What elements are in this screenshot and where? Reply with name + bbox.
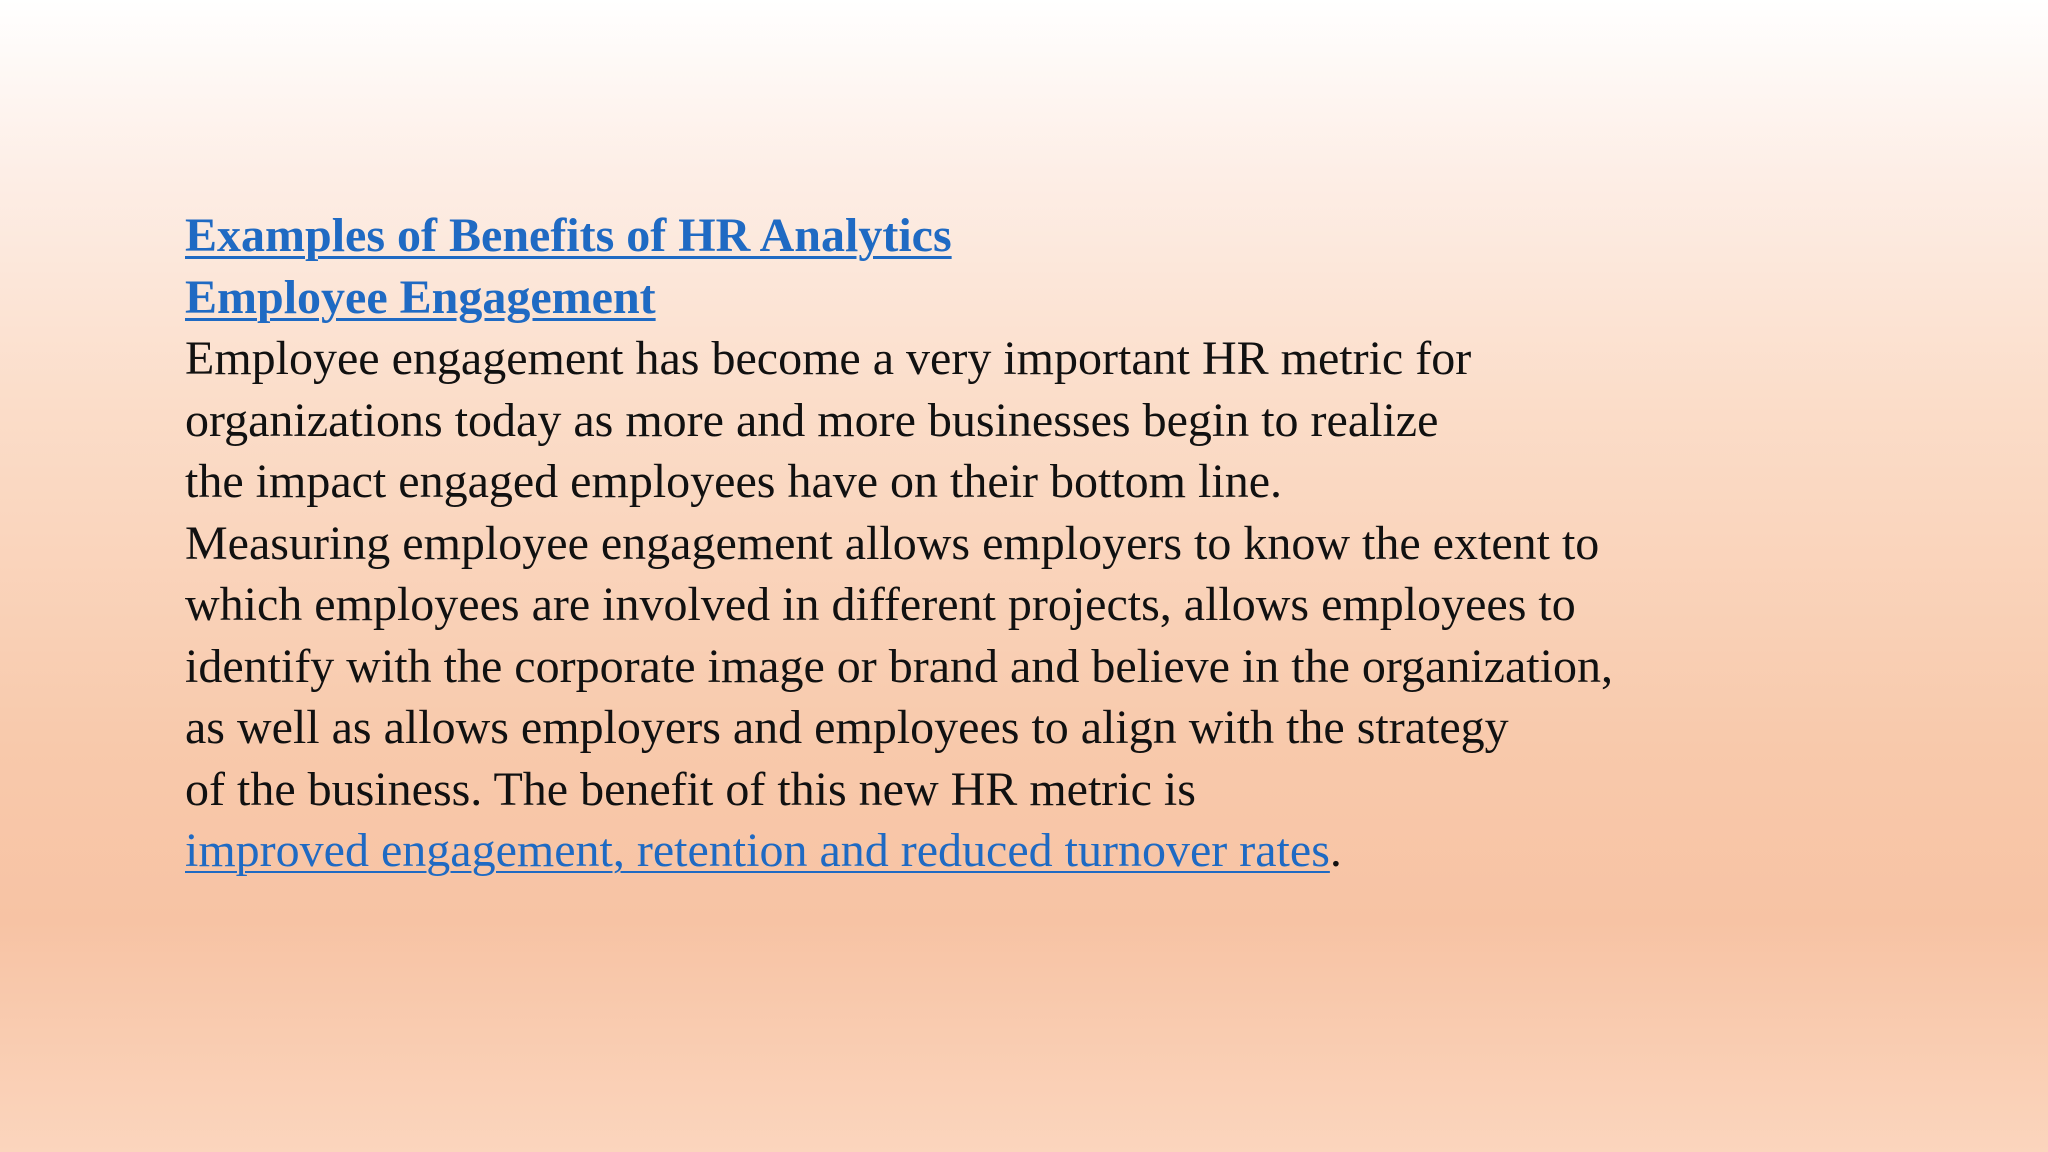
paragraph-1-line: Employee engagement has become a very important HR metric for — [185, 332, 1472, 385]
heading-employee-engagement[interactable]: Employee Engagement — [185, 270, 656, 324]
heading-benefits-hr-analytics[interactable]: Examples of Benefits of HR Analytics — [185, 209, 952, 262]
paragraph-2-line: Measuring employee engagement allows employers to know the extent to — [185, 516, 1600, 570]
paragraph-1-line: organizations today as more and more businesses begin to realize — [185, 393, 1439, 447]
benefit-link[interactable]: improved engagement, retention and reduced turnover rates — [185, 824, 1330, 877]
paragraph-2-line: of the business. The benefit of this new HR metric is — [185, 762, 1196, 816]
benefit-link-line — [185, 820, 1945, 882]
paragraph-2-line: identify with the corporate image or brand and believe in the organization, — [185, 639, 1613, 693]
trailing-period: . — [1329, 824, 1342, 877]
paragraph-2-line: as well as allows employers and employees to align with the strategy — [185, 701, 1509, 754]
slide-content — [185, 205, 1945, 882]
paragraph-2-line: which employees are involved in different projects, allows employees to — [185, 578, 1576, 631]
paragraph-1-line: the impact engaged employees have on their bottom line. — [185, 455, 1282, 508]
